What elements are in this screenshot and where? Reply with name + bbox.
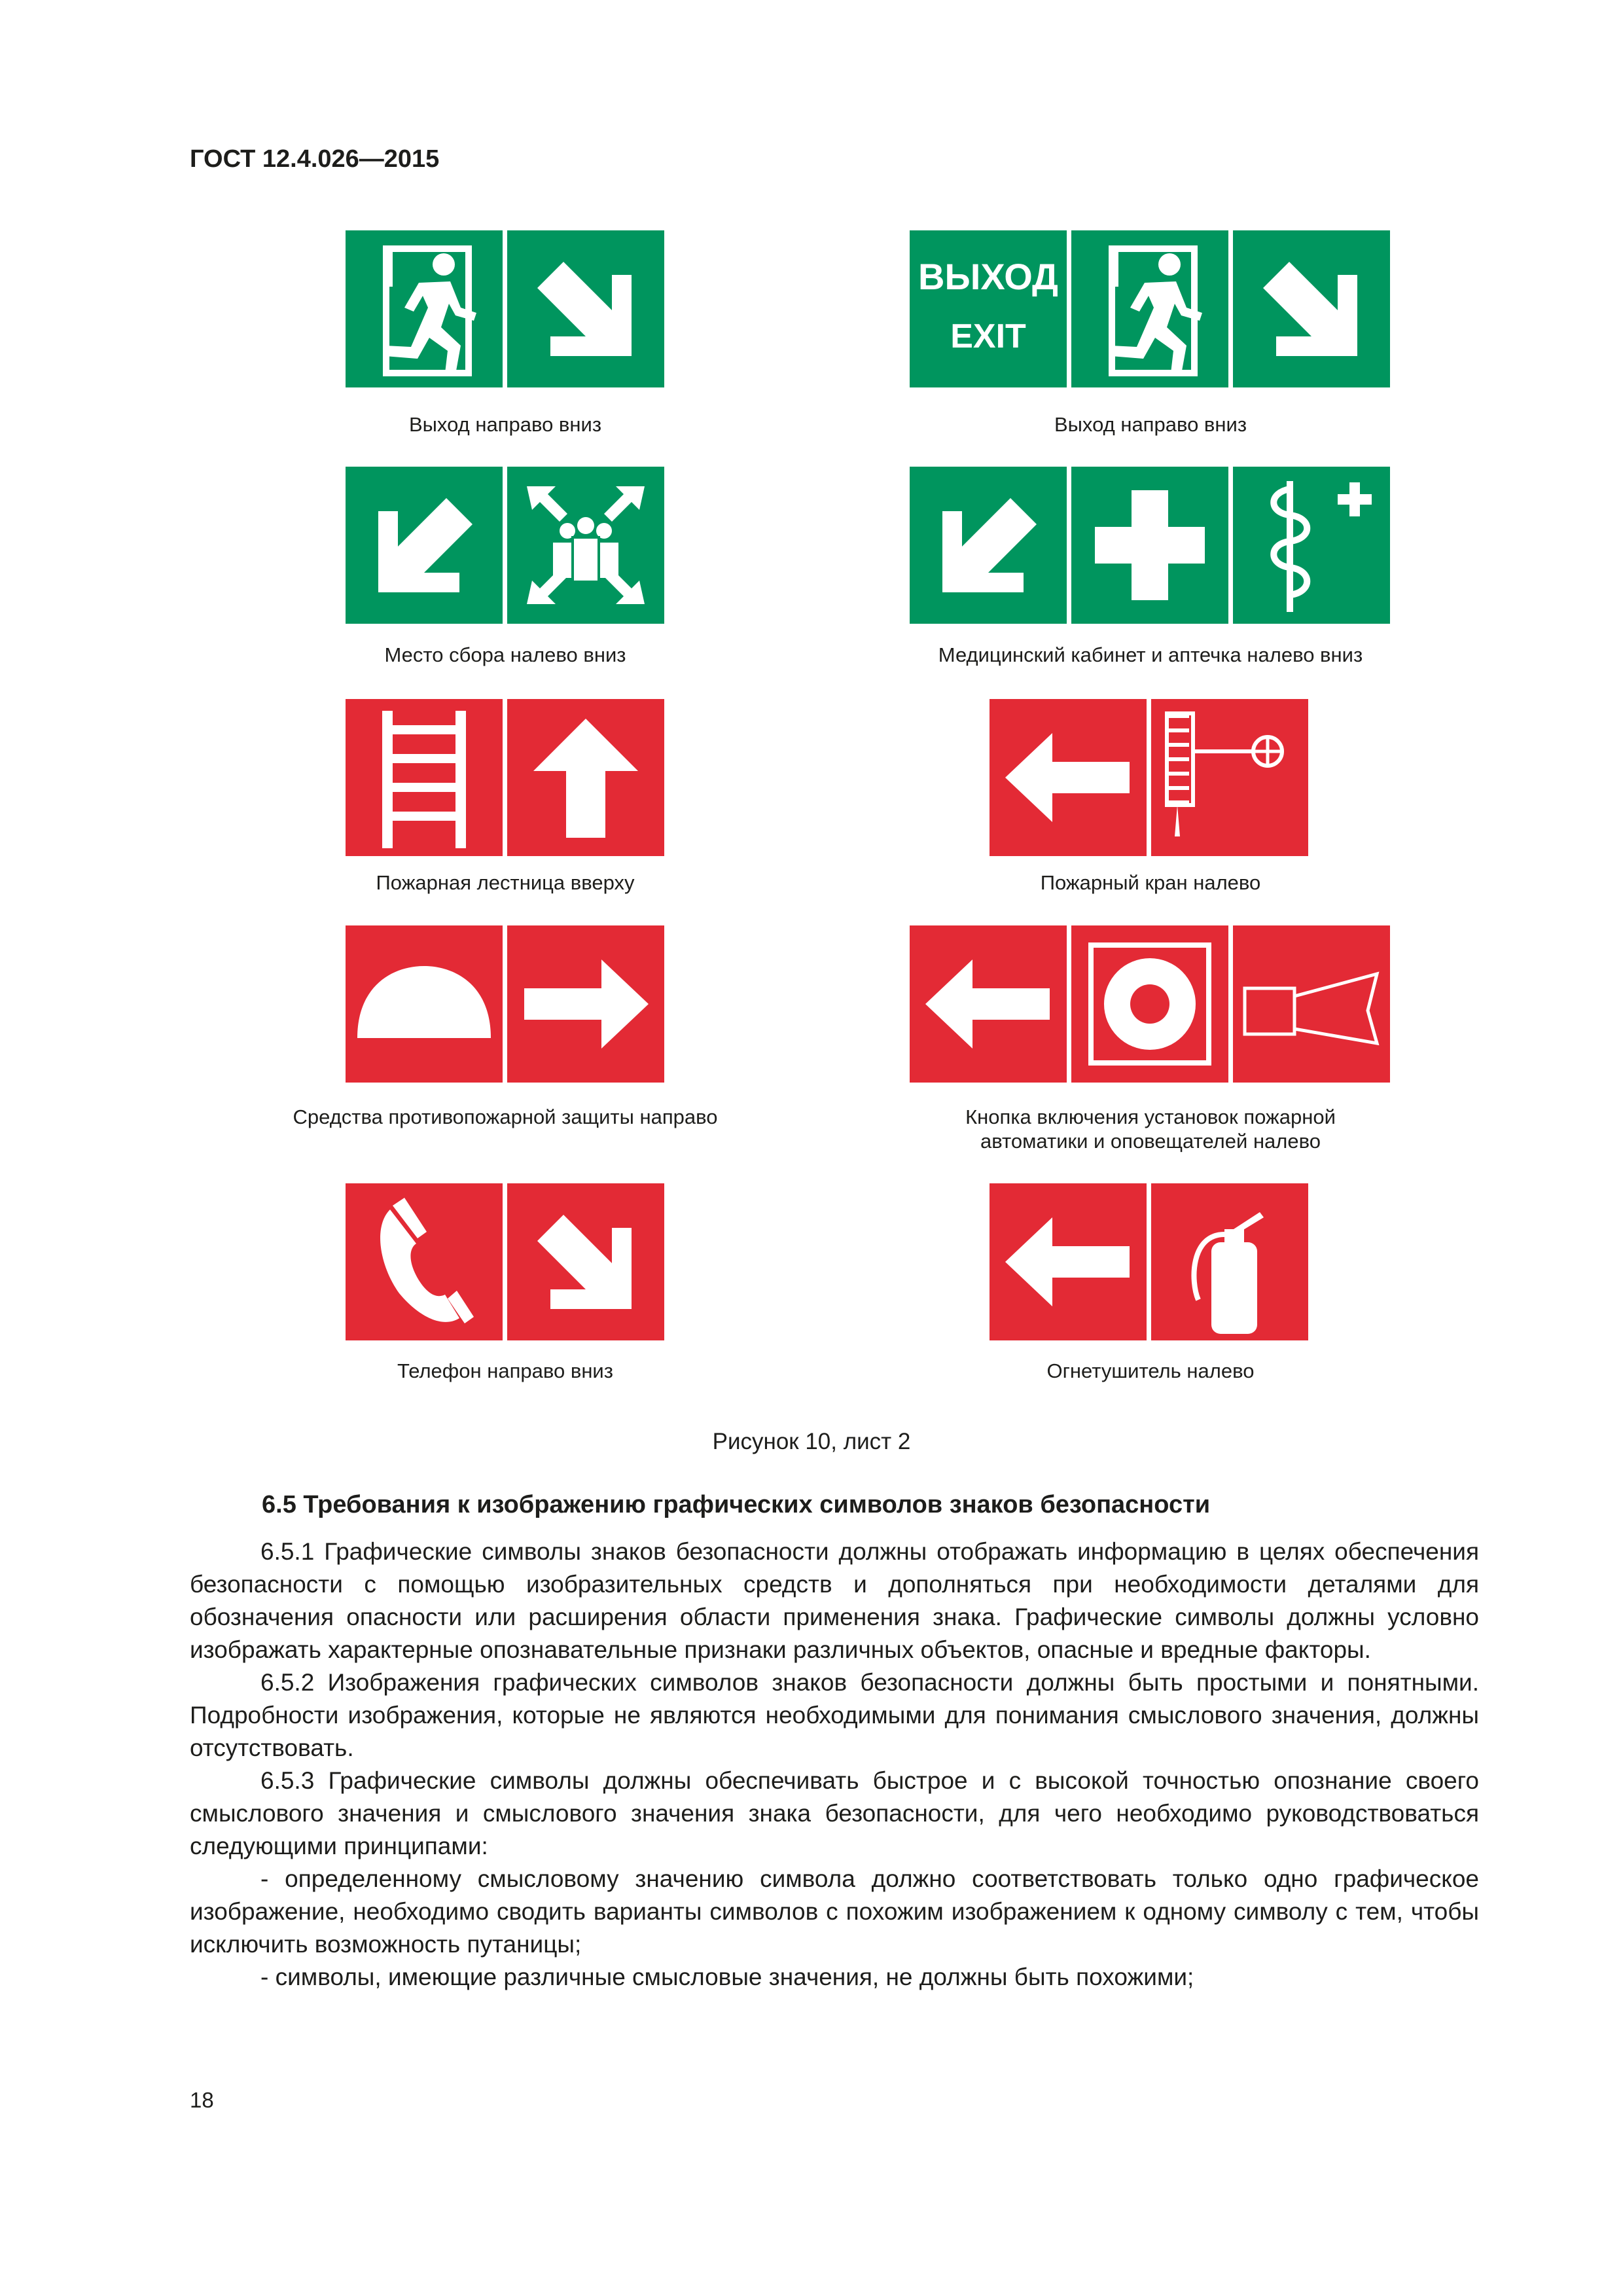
list-item: - определенному смысловому значению символа должно соответствовать только одно графическое изображение, необходимо сводить варианты символов с похожим изображением к одному символу с тем, чтобы исключить возможность путаницы;	[190, 1865, 1479, 1958]
section-body	[190, 1535, 1479, 1994]
sign-panel	[1233, 467, 1390, 624]
sign-panel	[1233, 925, 1390, 1083]
sign-caption: Медицинский кабинет и аптечка налево вниз	[938, 643, 1363, 666]
figure-caption: Рисунок 10, лист 2	[712, 1429, 911, 1454]
arrow-down-left-icon	[346, 467, 503, 624]
sign-panel	[910, 230, 1067, 387]
alarm-button-icon	[1071, 925, 1228, 1083]
arrow-right-icon	[507, 925, 664, 1083]
phone-icon	[346, 1183, 503, 1340]
sign-panel	[910, 467, 1067, 624]
exit-running-man-icon	[1071, 230, 1228, 387]
sign-panel	[1151, 1183, 1308, 1340]
exit-running-man-icon	[346, 230, 503, 387]
fire-ladder-icon	[346, 699, 503, 856]
sign-panel	[1151, 699, 1308, 856]
sign-panel	[346, 1183, 503, 1340]
sign-caption: Пожарный кран налево	[1040, 871, 1261, 894]
sign-caption: Пожарная лестница вверху	[376, 871, 635, 894]
sign-exit-right-down	[346, 230, 664, 387]
sign-caption: Телефон направо вниз	[397, 1359, 613, 1382]
sign-panel	[346, 699, 503, 856]
sign-caption-line: Кнопка включения установок пожарной	[965, 1105, 1336, 1128]
sign-fire-extinguisher-left	[990, 1183, 1308, 1340]
exit-text-ru: ВЫХОД	[918, 256, 1058, 297]
sign-fire-ladder-up	[346, 699, 664, 856]
sign-panel	[990, 1183, 1147, 1340]
sign-panel	[346, 230, 503, 387]
arrow-down-right-icon	[1233, 230, 1390, 387]
sign-fire-equipment-right	[346, 925, 664, 1083]
medical-cross-icon	[1071, 467, 1228, 624]
section-title: 6.5 Требования к изображению графических символов знаков безопасности	[262, 1491, 1211, 1518]
sign-caption: Выход направо вниз	[408, 413, 602, 436]
sign-panel	[990, 699, 1147, 856]
sign-phone-right-down	[346, 1183, 664, 1340]
sign-panel	[910, 925, 1067, 1083]
sign-panel	[1071, 925, 1228, 1083]
fire-hose-icon	[1151, 699, 1308, 856]
sign-fire-hose-left	[990, 699, 1308, 856]
paragraph: 6.5.2 Изображения графических символов знаков безопасности должны быть простыми и понятными. Подробности изображения, которые не являются необходимыми для понимания смыслового значения, должны отсутствовать.	[190, 1669, 1479, 1761]
sign-caption: Средства противопожарной защиты направо	[293, 1105, 718, 1128]
fire-extinguisher-icon	[1151, 1183, 1308, 1340]
sign-panel	[1233, 230, 1390, 387]
sign-panel	[507, 230, 664, 387]
list-item: - символы, имеющие различные смысловые значения, не должны быть похожими;	[260, 1964, 1194, 1990]
arrow-left-icon	[910, 925, 1067, 1083]
sign-panel	[346, 467, 503, 624]
arrow-down-right-icon	[507, 230, 664, 387]
paragraph: 6.5.3 Графические символы должны обеспечивать быстрое и с высокой точностью опознание своего смыслового значения и смыслового значения знака безопасности, для чего необходимо руководствоваться следующими принципами:	[190, 1767, 1479, 1859]
sign-caption: Выход направо вниз	[1054, 413, 1247, 436]
sign-panel	[346, 925, 503, 1083]
fire-equipment-icon	[346, 925, 503, 1083]
sign-alarm-button-left	[910, 925, 1391, 1083]
arrow-down-right-icon	[507, 1183, 664, 1340]
assembly-point-icon	[507, 467, 664, 624]
arrow-left-icon	[990, 1183, 1147, 1340]
sign-caption-line: автоматики и оповещателей налево	[980, 1130, 1321, 1153]
sign-caption: Место сбора налево вниз	[384, 643, 626, 666]
sign-exit-text-right-down	[910, 230, 1391, 387]
sign-panel	[507, 467, 664, 624]
arrow-up-icon	[507, 699, 664, 856]
sign-panel	[507, 1183, 664, 1340]
page-number: 18	[190, 2088, 214, 2112]
paragraph: 6.5.1 Графические символы знаков безопасности должны отображать информацию в целях обеспечения безопасности с помощью изобразительных средств и дополняться при необходимости деталями для обозначения опасности или расширения области применения знака. Графические символы должны условно изображать характерные опознавательные признаки различных объектов, опасные и вредные факторы.	[190, 1538, 1479, 1663]
document-header: ГОСТ 12.4.026—2015	[190, 145, 440, 173]
sign-panel	[507, 699, 664, 856]
arrow-left-icon	[990, 699, 1147, 856]
sign-panel	[1071, 467, 1228, 624]
arrow-down-left-icon	[910, 467, 1067, 624]
siren-icon	[1233, 925, 1390, 1083]
sign-medical-left-down	[910, 467, 1391, 624]
sign-panel	[1071, 230, 1228, 387]
pharmacy-icon	[1233, 467, 1390, 624]
sign-panel	[507, 925, 664, 1083]
sign-caption: Огнетушитель налево	[1046, 1359, 1255, 1382]
exit-text-en: EXIT	[950, 317, 1026, 355]
sign-assembly-point-left-down	[346, 467, 664, 624]
